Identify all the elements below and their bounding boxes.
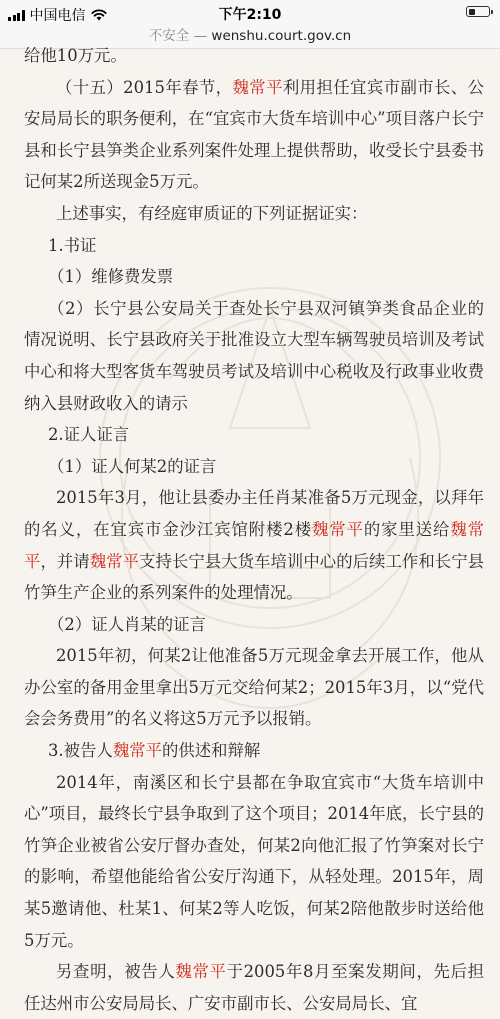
text-run: （2）长宁县公安局关于查处长宁县双河镇笋类食品企业的情况说明、长宁县政府关于批准设立大型车辆驾驶员培训及考试中心和将大型客货车驾驶员考试及培训中心税收及行政事业收费纳入县财政收入的请示 <box>24 298 484 413</box>
paragraph-4 <box>0 261 500 293</box>
text-run: （十五）2015年春节， <box>56 77 233 97</box>
text-run: 上述事实，有经庭审质证的下列证据证实： <box>56 203 368 223</box>
paragraph-6 <box>0 419 500 451</box>
text-run: 利用担任宜宾市副市长、公安局局长的职务便利，在“宜宾市大货车培训中心”项目落户长宁县和长宁县笋类企业系列案件处理上提供帮助，收受长宁县委书记何某2所送现金5万元。 <box>24 77 485 192</box>
paragraph-0 <box>0 40 500 72</box>
paragraph-11 <box>0 735 500 767</box>
paragraph-7 <box>0 451 500 483</box>
text-run: （1）维修费发票 <box>48 267 174 287</box>
insecure-label: 不安全 <box>148 28 190 44</box>
highlighted-name: 魏常平 <box>311 519 364 539</box>
highlighted-name: 魏常平 <box>112 741 162 761</box>
paragraph-2 <box>0 198 500 230</box>
carrier-label: 中国电信 <box>29 8 86 24</box>
text-run: 的家里送给 <box>363 519 451 539</box>
paragraph-13 <box>0 956 500 1019</box>
url-domain: wenshu.court.gov.cn <box>211 28 352 44</box>
judgment-text <box>0 40 500 1019</box>
paragraph-5 <box>0 293 500 419</box>
highlighted-name: 魏常平 <box>24 519 485 571</box>
paragraph-3 <box>0 230 500 262</box>
paragraph-12 <box>0 767 500 957</box>
text-run: 2.证人证言 <box>48 425 130 445</box>
battery-icon <box>466 6 490 17</box>
clock: 下午2:10 <box>218 7 282 23</box>
page-content[interactable] <box>0 46 500 1013</box>
text-run: 2014年，南溪区和长宁县都在争取宜宾市“大货车培训中心”项目，最终长宁县争取到了这个项目；2014年底，长宁县的竹笋企业被省公安厅督办查处，何某2向他汇报了竹笋案对长宁的影响，希望他能给省公安厅沟通下，从轻处理。2015年，周某5邀请他、杜某1、何某2等人吃饭，何某2陪他散步时送给他5万元。 <box>24 772 484 950</box>
url-separator: — <box>193 28 208 44</box>
text-run: 2015年3月，他让县委办主任肖某准备5万元现金，以拜年的名义，在宜宾市金沙江宾馆附楼2楼 <box>24 488 484 539</box>
text-run: 于2005年8月至案发期间，先后担任达州市公安局局长、广安市副市长、公安局局长、宜 <box>24 962 485 1013</box>
highlighted-name: 魏常平 <box>232 77 283 97</box>
text-run: （2）证人肖某的证言 <box>48 614 206 634</box>
highlighted-name: 魏常平 <box>89 551 140 571</box>
text-run: 给他10万元。 <box>24 46 127 65</box>
text-run: 3.被告人 <box>48 741 113 761</box>
text-run: 另查明，被告人 <box>56 962 176 982</box>
highlighted-name: 魏常平 <box>175 962 227 982</box>
paragraph-9 <box>0 609 500 641</box>
status-bar <box>0 0 500 26</box>
text-run: 2015年初，何某2让他准备5万元现金拿去开展工作，他从办公室的备用金里拿出5万元交给何某2；2015年3月，以“党代会会务费用”的名义将这5万元予以报销。 <box>24 646 484 729</box>
text-run: 的供述和辩解 <box>161 741 261 761</box>
paragraph-8 <box>0 482 500 608</box>
text-run: ，并请 <box>40 551 90 571</box>
text-run: （1）证人何某2的证言 <box>48 456 217 476</box>
text-run: 1.书证 <box>48 235 97 255</box>
text-run: 支持长宁县大货车培训中心的后续工作和长宁县竹笋生产企业的系列案件的处理情况。 <box>24 551 485 603</box>
paragraph-10 <box>0 640 500 735</box>
paragraph-1 <box>0 72 500 198</box>
